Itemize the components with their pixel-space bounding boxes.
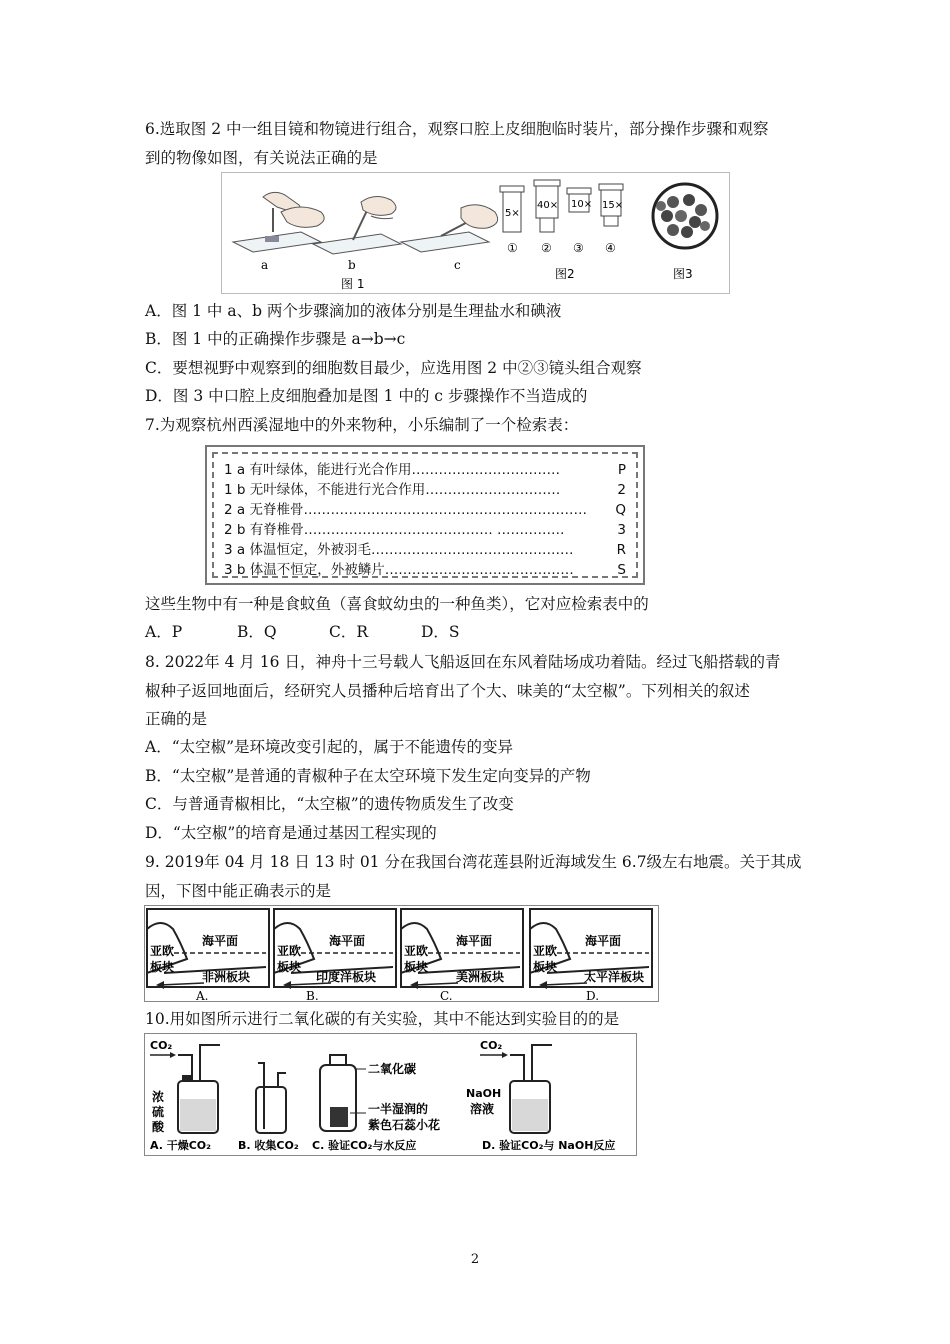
q10-figure (144, 1033, 637, 1156)
land-label-d-2: 板块 (533, 960, 558, 974)
q7-option-d: D．S (421, 623, 460, 641)
acid-label-1: 浓 (152, 1090, 165, 1104)
sea-level-label-a: 海平面 (202, 934, 239, 948)
c-label-wet: 一半湿润的 (368, 1102, 429, 1116)
key-end-1b: 2 (617, 482, 626, 498)
lens-1 (500, 186, 524, 232)
co2-label-a: CO₂ (150, 1039, 173, 1052)
q10-stem: 10.用如图所示进行二氧化碳的有关实验，其中不能达到实验目的的是 (145, 1010, 620, 1028)
lens-3 (567, 188, 592, 212)
key-row-3a: 3 a 体温恒定，外被羽毛……………………………………… (224, 542, 574, 558)
dichotomous-key (205, 445, 645, 585)
step-label-c: c (454, 258, 461, 272)
fig2-caption: 图2 (555, 267, 575, 281)
key-end-2a: Q (615, 502, 626, 518)
q6-option-a: A．图 1 中 a、b 两个步骤滴加的液体分别是生理盐水和碘液 (145, 302, 562, 320)
key-end-2b: 3 (617, 522, 626, 538)
q6-stem-line2: 到的物像如图，有关说法正确的是 (145, 149, 378, 167)
land-label-c-1: 亚欧 (404, 944, 429, 958)
q7-options (145, 621, 513, 643)
plate-label-d: 太平洋板块 (584, 970, 645, 984)
key-row-1b: 1 b 无叶绿体，不能进行光合作用………………………… (224, 482, 561, 498)
caption-d: D. 验证CO₂与 NaOH反应 (482, 1139, 616, 1152)
q9-figure (144, 905, 659, 1002)
key-row-1a: 1 a 有叶绿体，能进行光合作用…………………………… (224, 462, 560, 478)
panel-letter-a: A. (196, 989, 209, 1002)
lens-number-2: ② (541, 241, 552, 255)
lens-number-4: ④ (605, 241, 616, 255)
sea-level-label-d: 海平面 (585, 934, 622, 948)
lens-mark-2: 40× (537, 200, 559, 211)
lens-number-1: ① (507, 241, 518, 255)
co2-label-d: CO₂ (480, 1039, 503, 1052)
step-label-a: a (261, 258, 269, 272)
lens-mark-4: 15× (602, 200, 624, 211)
plate-label-c: 美洲板块 (456, 970, 505, 984)
lens-mark-3: 10× (571, 199, 593, 210)
caption-c: C. 验证CO₂与水反应 (312, 1139, 417, 1152)
key-end-3a: R (616, 542, 626, 558)
microscope-field (653, 184, 717, 248)
fig3-caption: 图3 (673, 267, 693, 281)
key-row-2a: 2 a 无脊椎骨……………………………………………………… (224, 502, 587, 518)
panel-letter-c: C. (440, 989, 453, 1002)
page-number: 2 (470, 1252, 480, 1267)
q8-option-d: D．“太空椒”的培育是通过基因工程实现的 (145, 824, 437, 842)
q9-stem-line2: 因，下图中能正确表示的是 (145, 882, 332, 900)
q6-option-d: D．图 3 中口腔上皮细胞叠加是图 1 中的 c 步骤操作不当造成的 (145, 387, 588, 405)
naoh-label-2: 溶液 (470, 1102, 495, 1116)
key-end-3b: S (617, 562, 626, 578)
naoh-label-1: NaOH (466, 1087, 502, 1100)
acid-label-2: 硫 (152, 1105, 165, 1119)
q9-stem-line1: 9. 2019年 04 月 18 日 13 时 01 分在我国台湾花莲县附近海域发生 6.7级左右地震。关于其成 (145, 853, 802, 871)
q8-stem-line2: 椒种子返回地面后，经研究人员播种后培育出了个大、味美的“太空椒”。下列相关的叙述 (145, 682, 750, 700)
q8-stem-line1: 8. 2022年 4 月 16 日，神舟十三号载人飞船返回在东风着陆场成功着陆。经过飞船搭载的青 (145, 653, 781, 671)
land-label-d-1: 亚欧 (533, 944, 558, 958)
q8-option-c: C．与普通青椒相比，“太空椒”的遗传物质发生了改变 (145, 795, 514, 813)
key-row-3b: 3 b 体温不恒定，外被鳞片…………………………………… (224, 562, 574, 578)
lens-number-3: ③ (573, 241, 584, 255)
plate-label-b: 印度洋板块 (316, 970, 377, 984)
q8-option-a: A．“太空椒”是环境改变引起的，属于不能遗传的变异 (145, 738, 514, 756)
panel-letter-d: D. (586, 989, 600, 1002)
land-label-c-2: 板块 (404, 960, 429, 974)
key-end-1a: P (617, 462, 626, 478)
land-label-a-2: 板块 (150, 960, 175, 974)
panel-letter-b: B. (306, 989, 319, 1002)
sea-level-label-c: 海平面 (456, 934, 493, 948)
key-row-2b: 2 b 有脊椎骨…………………………………… …………… (224, 522, 565, 538)
q7-question: 这些生物中有一种是食蚊鱼（喜食蚊幼虫的一种鱼类），它对应检索表中的 (145, 595, 649, 613)
sea-level-label-b: 海平面 (329, 934, 366, 948)
acid-label-3: 酸 (152, 1120, 165, 1134)
lens-mark-1: 5× (505, 208, 520, 219)
q6-figure (221, 172, 730, 294)
q7-option-a: A．P (145, 623, 183, 641)
land-label-b-2: 板块 (277, 960, 302, 974)
c-label-gas: 二氧化碳 (368, 1062, 417, 1076)
fig1-caption: 图 1 (341, 277, 365, 291)
land-label-b-1: 亚欧 (277, 944, 302, 958)
land-label-a-1: 亚欧 (150, 944, 175, 958)
c-label-flower: 紫色石蕊小花 (368, 1118, 441, 1132)
q8-option-b: B．“太空椒”是普通的青椒种子在太空环境下发生定向变异的产物 (145, 767, 591, 785)
q7-stem: 7.为观察杭州西溪湿地中的外来物种，小乐编制了一个检索表： (145, 416, 579, 434)
q6-option-c: C．要想视野中观察到的细胞数目最少，应选用图 2 中②③镜头组合观察 (145, 359, 642, 377)
step-label-b: b (348, 258, 356, 272)
q6-stem-line1: 6.选取图 2 中一组目镜和物镜进行组合，观察口腔上皮细胞临时装片，部分操作步骤和观察 (145, 120, 769, 138)
caption-a: A. 干燥CO₂ (150, 1139, 211, 1152)
q6-option-b: B．图 1 中的正确操作步骤是 a→b→c (145, 330, 406, 348)
q7-option-c: C．R (329, 623, 369, 641)
q8-stem-line3: 正确的是 (145, 710, 208, 728)
plate-label-a: 非洲板块 (202, 970, 251, 984)
caption-b: B. 收集CO₂ (238, 1139, 299, 1152)
q7-option-b: B．Q (237, 623, 277, 641)
